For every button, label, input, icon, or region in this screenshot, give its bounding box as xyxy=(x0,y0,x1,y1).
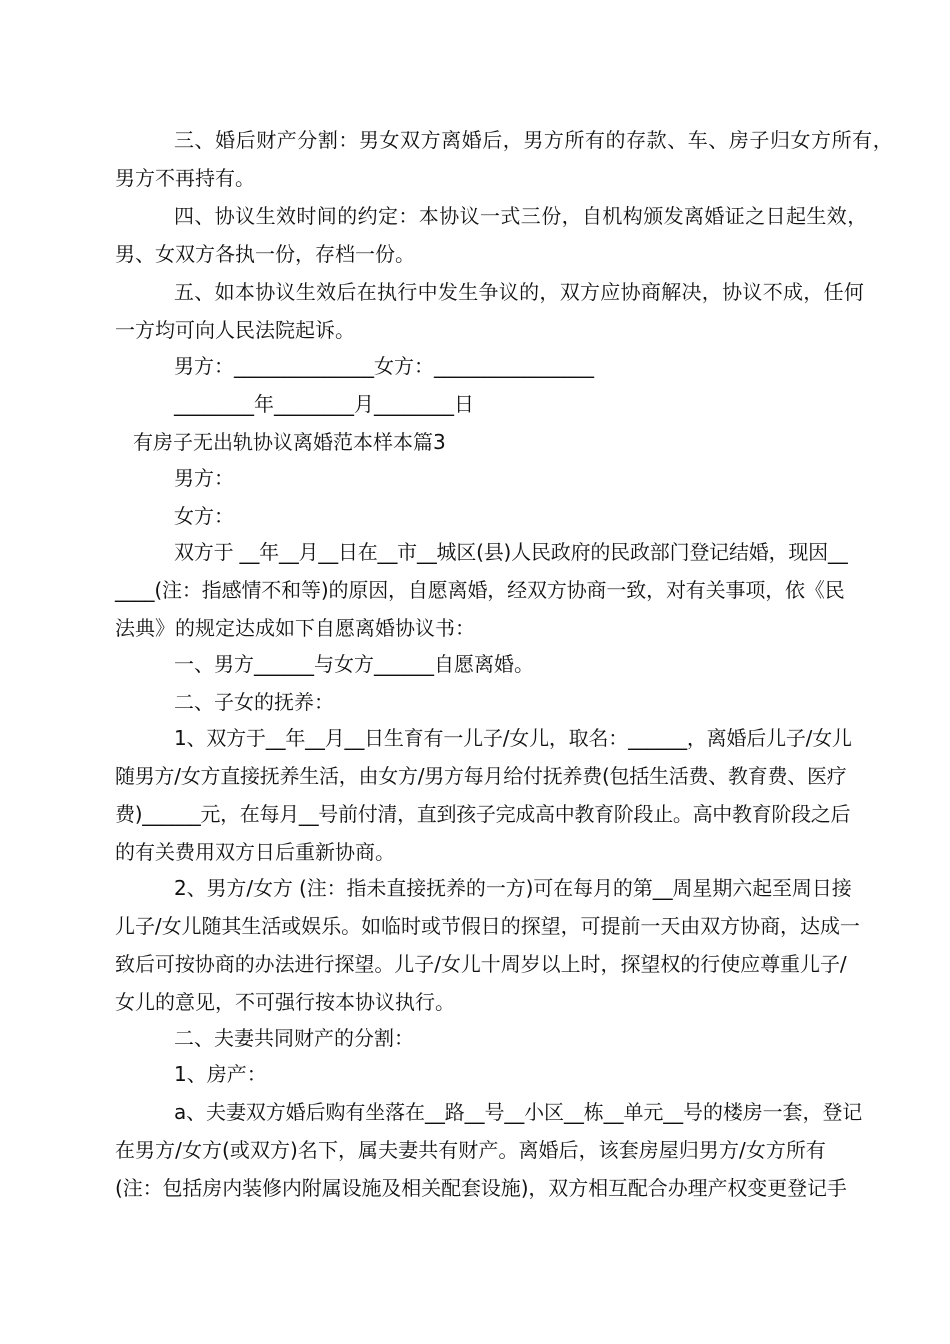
preamble-line-2: ____(注：指感情不和等)的原因，自愿离婚，经双方协商一致，对有关事项，依《民 xyxy=(115,578,845,602)
custody-2-line-3: 致后可按协商的办法进行探望。儿子/女儿十周岁以上时，探望权的行使应尊重儿子/ xyxy=(115,952,847,976)
custody-1-line-2: 随男方/女方直接抚养生活，由女方/男方每月给付抚养费(包括生活费、教育费、医疗 xyxy=(115,764,847,788)
item-2-heading: 二、子女的抚养： xyxy=(174,690,334,714)
clause-5-line-2: 一方均可向人民法院起诉。 xyxy=(115,318,355,342)
date-line: ________年________月________日 xyxy=(174,392,474,416)
clause-3-line-2: 男方不再持有。 xyxy=(115,166,255,190)
custody-1-line-4: 的有关费用双方日后重新协商。 xyxy=(115,840,395,864)
clause-4-line-1: 四、协议生效时间的约定：本协议一式三份，自机构颁发离婚证之日起生效， xyxy=(174,204,868,228)
item-1-divorce: 一、男方______与女方______自愿离婚。 xyxy=(174,652,534,676)
clause-5-line-1: 五、如本协议生效后在执行中发生争议的，双方应协商解决，协议不成，任何 xyxy=(174,280,865,304)
preamble-line-3: 法典》的规定达成如下自愿离婚协议书： xyxy=(115,616,475,640)
clause-4-line-2: 男、女双方各执一份，存档一份。 xyxy=(115,242,415,266)
male-party-label: 男方： xyxy=(174,466,234,490)
preamble-line-1: 双方于 __年__月__日在__市__城区(县)人民政府的民政部门登记结婚，现因__ xyxy=(174,540,848,564)
custody-2-line-2: 儿子/女儿随其生活或娱乐。如临时或节假日的探望，可提前一天由双方协商，达成一 xyxy=(115,914,860,938)
signature-line: 男方：______________女方：________________ xyxy=(174,354,594,378)
section-title: 有房子无出轨协议离婚范本样本篇3 xyxy=(133,430,446,454)
property-heading: 二、夫妻共同财产的分割： xyxy=(174,1026,414,1050)
custody-1-line-3: 费)______元，在每月__号前付清，直到孩子完成高中教育阶段止。高中教育阶段之后 xyxy=(115,802,851,826)
custody-2-line-4: 女儿的意见，不可强行按本协议执行。 xyxy=(115,990,455,1014)
custody-1-line-1: 1、双方于__年__月__日生育有一儿子/女儿，取名：______，离婚后儿子/女儿 xyxy=(174,726,852,750)
custody-2-line-1: 2、男方/女方 (注：指未直接抚养的一方)可在每月的第__周星期六起至周日接 xyxy=(174,876,852,900)
property-a-line-2: 在男方/女方(或双方)名下，属夫妻共有财产。离婚后，该套房屋归男方/女方所有 xyxy=(115,1138,826,1162)
female-party-label: 女方： xyxy=(174,504,234,528)
property-a-line-1: a、夫妻双方婚后购有坐落在__路__号__小区__栋__单元__号的楼房一套，登记 xyxy=(174,1100,863,1124)
property-1-heading: 1、房产： xyxy=(174,1062,267,1086)
property-a-line-3: (注：包括房内装修内附属设施及相关配套设施)，双方相互配合办理产权变更登记手 xyxy=(115,1176,847,1200)
clause-3-line-1: 三、婚后财产分割：男女双方离婚后，男方所有的存款、车、房子归女方所有， xyxy=(174,128,894,152)
